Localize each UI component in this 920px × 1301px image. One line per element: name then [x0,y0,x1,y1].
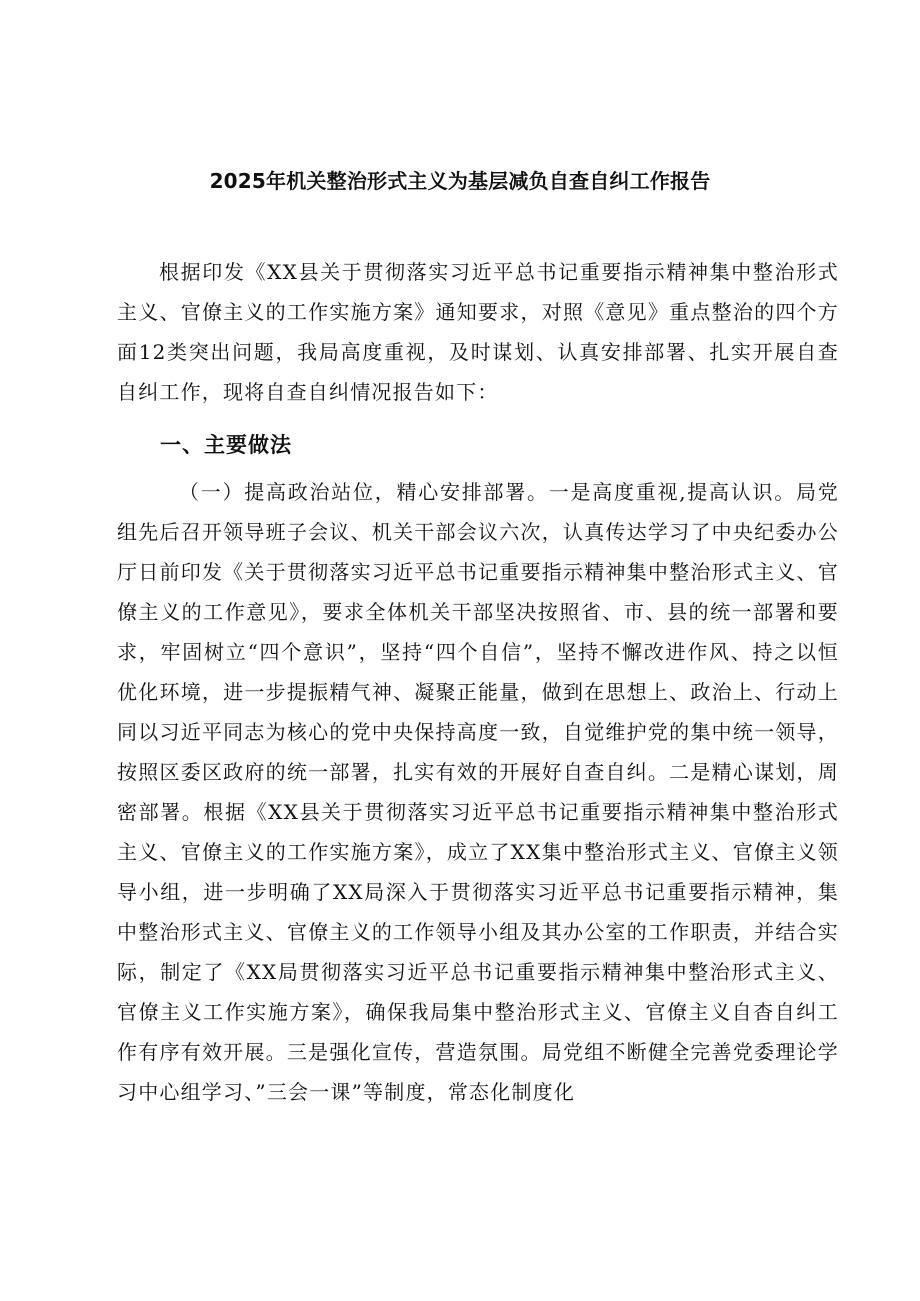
body-paragraph: （一）提高政治站位，精心安排部署。一是高度重视,提高认识。局党组先后召开领导班子会议、机关干部会议六次，认真传达学习了中央纪委办公厅日前印发《关于贯彻落实习近平总书记重要指示精神集中整治形式主义、官僚主义的工作意见》，要求全体机关干部坚决按照省、市、县的统一部署和要求，牢固树立“四个意识”，坚持“四个自信”，坚持不懈改进作风、持之以恒优化环境，进一步提振精气神、凝聚正能量，做到在思想上、政治上、行动上同以习近平同志为核心的党中央保持高度一致，自觉维护党的集中统一领导，按照区委区政府的统一部署，扎实有效的开展好自查自纠。二是精心谋划，周密部署。根据《XX县关于贯彻落实习近平总书记重要指示精神集中整治形式主义、官僚主义的工作实施方案》，成立了XX集中整治形式主义、官僚主义领导小组，进一步明确了XX局深入于贯彻落实习近平总书记重要指示精神，集中整治形式主义、官僚主义的工作领导小组及其办公室的工作职责，并结合实际，制定了《XX局贯彻落实习近平总书记重要指示精神集中整治形式主义、官僚主义工作实施方案》，确保我局集中整治形式主义、官僚主义自杳自纠工作有序有效开展。三是强化宣传，营造氛围。局党组不断健全完善党委理论学习中心组学习、”三会一课”等制度，常态化制度化 [117,480,839,1104]
section-heading-main-practices: 一、主要做法 [160,433,292,457]
document-title: 2025年机关整治形式主义为基层减负自查自纠工作报告 [209,169,711,193]
intro-paragraph: 根据印发《XX县关于贯彻落实习近平总书记重要指示精神集中整治形式主义、官僚主义的工作实施方案》通知要求，对照《意见》重点整治的四个方面12类突出问题，我局高度重视，及时谋划、认真安排部署、扎实开展自查自纠工作，现将自查自纠情况报告如下： [117,260,839,404]
